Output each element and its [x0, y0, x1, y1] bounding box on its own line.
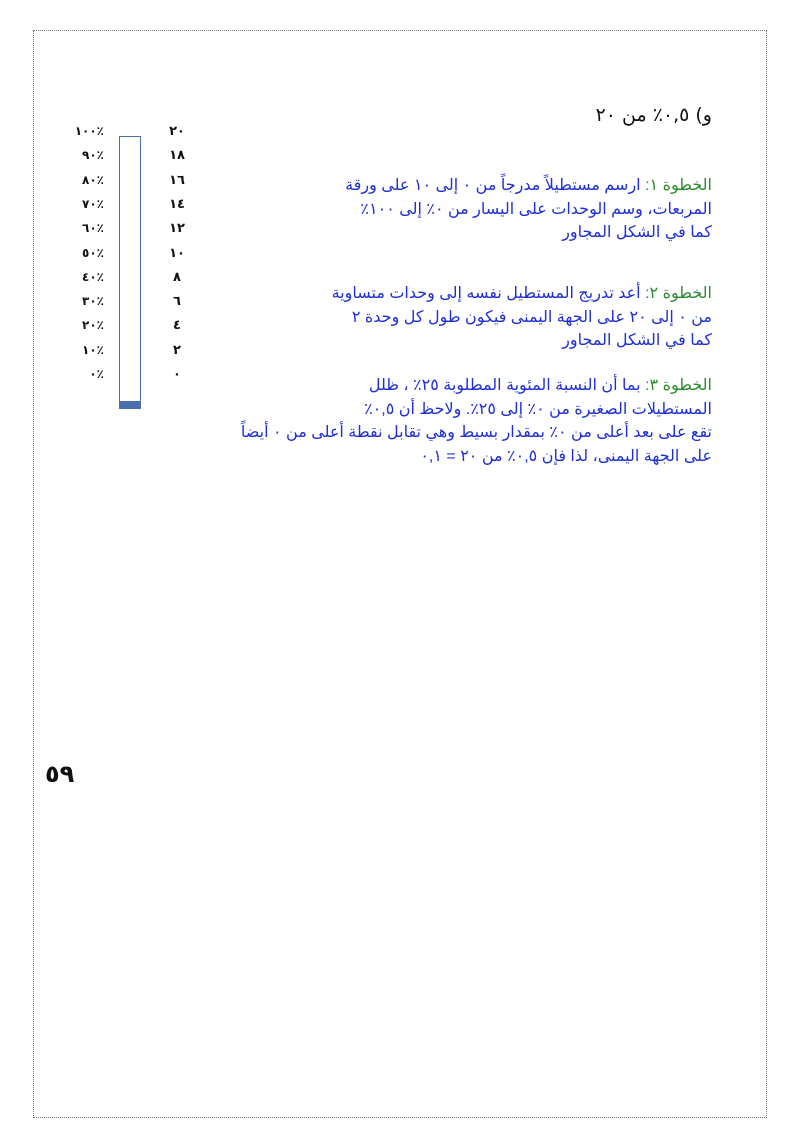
step-line	[332, 282, 712, 306]
value-tick-label: ١٦	[169, 172, 185, 188]
step-text: المستطيلات الصغيرة من ٠٪ إلى ٢٥٪. ولاحظ أن ٠,٥٪	[364, 400, 712, 418]
step-text: كما في الشكل المجاور	[562, 332, 712, 349]
step-text: كما في الشكل المجاور	[562, 224, 712, 241]
step-line	[241, 398, 712, 422]
percent-tick-label: ٪٩٠	[82, 148, 104, 163]
step-text: ارسم مستطيلاً مدرجاً من ٠ إلى ١٠ على ورقة	[345, 177, 646, 194]
step-text: أعد تدريج المستطيل نفسه إلى وحدات متساوية	[331, 285, 646, 302]
percent-tick-label: ٪٠	[89, 367, 104, 381]
step-line	[332, 306, 712, 330]
step-text: المربعات، وسم الوحدات على اليسار من ٠٪ إلى ١٠٠٪	[360, 200, 712, 218]
step-line	[345, 221, 712, 245]
step-1	[345, 174, 712, 245]
page-number: ٥٩	[45, 760, 75, 788]
step-line	[332, 329, 712, 353]
step-label: الخطوة ٢:	[645, 285, 712, 302]
step-label: الخطوة ١:	[645, 177, 712, 194]
value-tick-label: ١٤	[169, 196, 185, 212]
value-tick-label: ٢٠	[169, 124, 185, 139]
percent-bar	[119, 136, 141, 409]
percent-tick-label: ٪٤٠	[82, 269, 104, 284]
percent-tick-label: ٪٥٠	[82, 245, 104, 260]
value-tick-label: ١٢	[169, 221, 185, 237]
step-line	[345, 198, 712, 222]
percent-tick-label: ٪١٠	[82, 342, 104, 357]
step-text: من ٠ إلى ٢٠ على الجهة اليمنى فيكون طول كل وحدة ٢	[351, 308, 712, 326]
step-3	[241, 374, 712, 468]
step-2	[332, 282, 712, 353]
percent-tick-label: ٪١٠٠	[74, 124, 104, 138]
step-text: على الجهة اليمنى، لذا فإن ٠,٥٪ من ٢٠ = ٠,١	[420, 447, 712, 465]
percent-tick-label: ٪٨٠	[82, 172, 104, 187]
step-line	[241, 421, 712, 445]
step-text: تقع على بعد أعلى من ٠٪ بمقدار بسيط وهي تقابل نقطة أعلى من ٠ أيضاً	[240, 424, 712, 441]
step-line	[241, 374, 712, 398]
step-label: الخطوة ٣:	[645, 377, 712, 394]
percent-tick-label: ٪٢٠	[82, 318, 104, 333]
step-text: بما أن النسبة المئوية المطلوبة ٢٥٪ ، ظلل	[368, 377, 646, 394]
step-line	[241, 445, 712, 469]
value-tick-label: ٦	[173, 294, 181, 310]
value-tick-label: ٠	[173, 367, 181, 382]
percent-tick-label: ٪٧٠	[82, 196, 104, 211]
percent-tick-label: ٪٣٠	[82, 294, 104, 309]
step-line	[345, 174, 712, 198]
value-tick-label: ١٨	[169, 148, 185, 164]
value-tick-label: ٤	[173, 318, 181, 334]
value-tick-label: ٢	[173, 342, 181, 358]
bar-shaded-fill	[120, 401, 140, 408]
value-tick-label: ٨	[173, 269, 181, 285]
percent-tick-label: ٪٦٠	[82, 221, 104, 236]
value-tick-label: ١٠	[169, 245, 185, 261]
problem-heading: و) ٠,٥٪ من ٢٠	[595, 104, 712, 126]
